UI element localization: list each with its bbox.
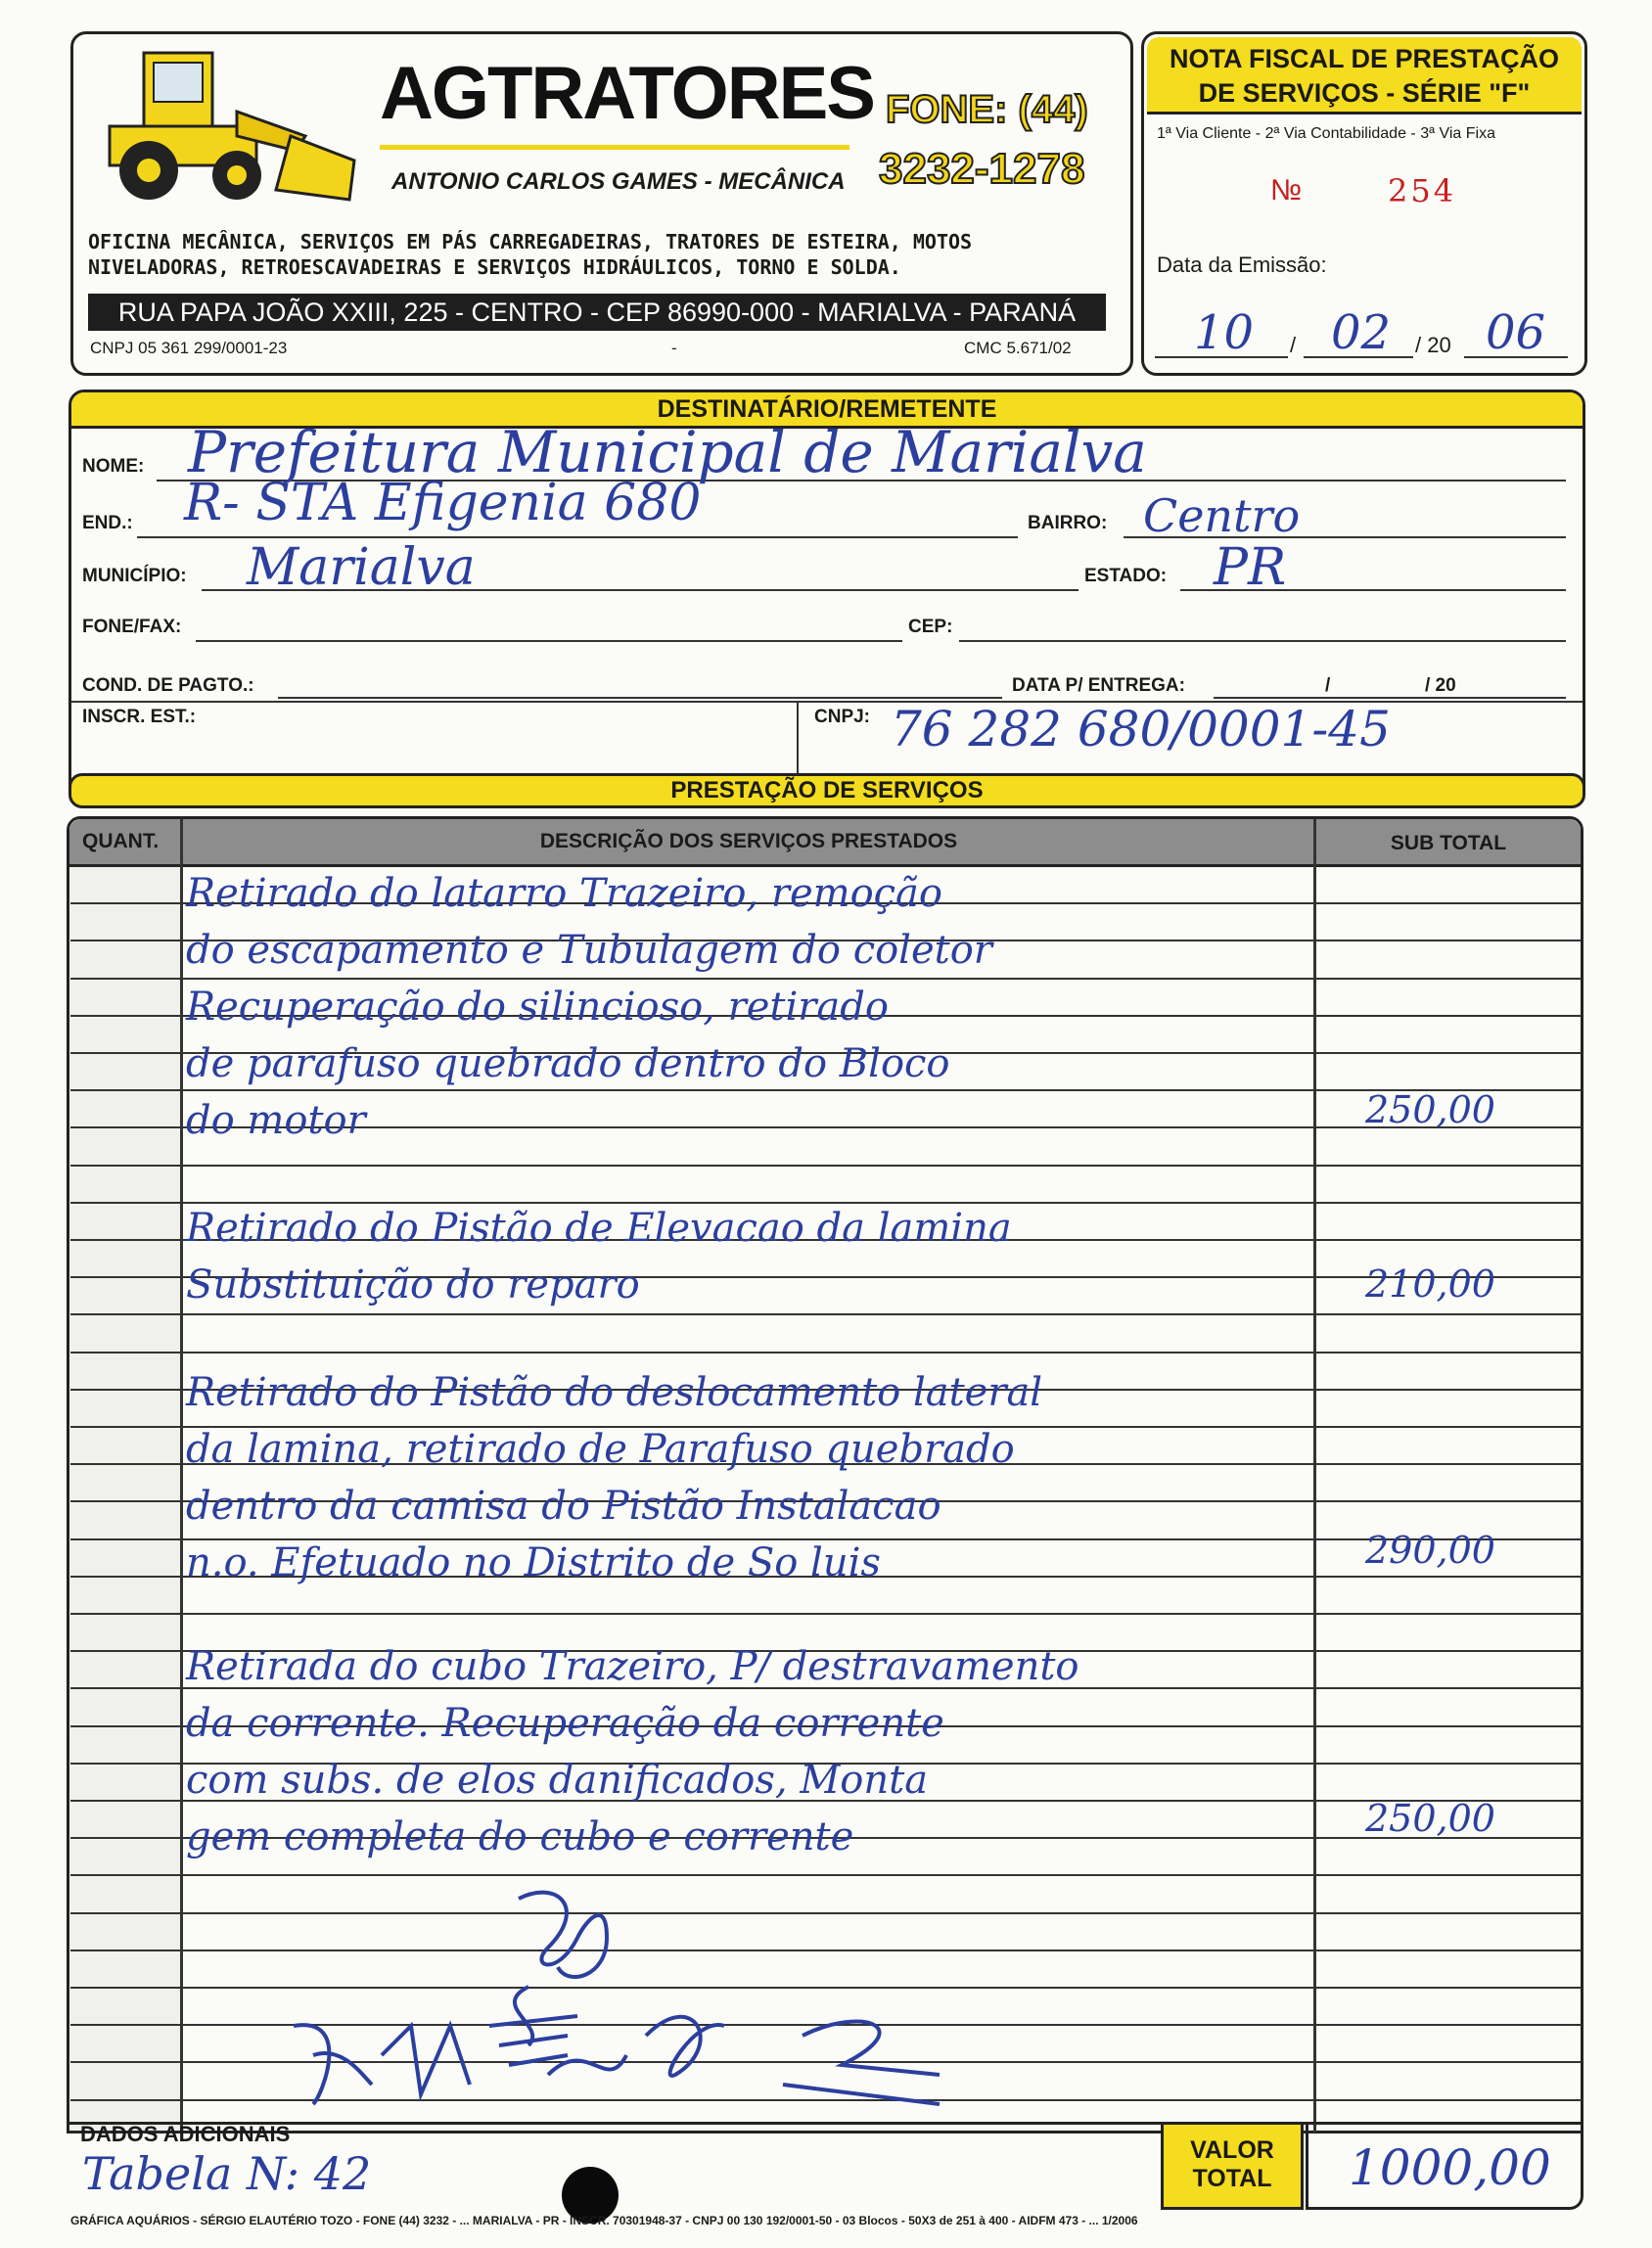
invoice-number-label: № [1270, 174, 1303, 206]
invoice-copies: 1ª Via Cliente - 2ª Via Contabilidade - 3ª Via Fixa [1157, 125, 1495, 142]
state-reg-label: INSCR. EST.: [82, 707, 197, 727]
delivery-slash: / [1325, 675, 1331, 696]
district-label: BAIRRO: [1028, 513, 1108, 533]
delivery-rule [1214, 697, 1566, 699]
invoice-title-banner [1147, 37, 1582, 115]
invoice-title-line2: DE SERVIÇOS - SÉRIE "F" [1198, 78, 1531, 108]
service-line: do escapamento e Tubulagem do coletor [186, 928, 992, 973]
service-line: n.o. Efetuado no Distrito de So luis [186, 1540, 881, 1585]
payment-rule [278, 697, 1002, 699]
name-label: NOME: [82, 456, 145, 477]
logo-underline [380, 145, 849, 150]
service-line: Substituição do reparo [186, 1262, 640, 1308]
invoice-number: 254 [1388, 172, 1457, 209]
service-item-2 [186, 1200, 1012, 1313]
service-line: com subs. de elos danificados, Monta [186, 1758, 929, 1803]
invoice-title-line1: NOTA FISCAL DE PRESTAÇÃO [1169, 44, 1559, 73]
issue-slash-1: / [1290, 333, 1297, 357]
service-subtotal-4: 250,00 [1365, 1797, 1495, 1840]
city-label: MUNICÍPIO: [82, 566, 187, 586]
phone-fax-rule [196, 640, 902, 642]
cnpj-label: CNPJ: [814, 707, 871, 727]
issue-year-suffix: 06 [1486, 305, 1546, 360]
service-subtotal-2: 210,00 [1365, 1262, 1495, 1306]
service-line: do motor [186, 1098, 366, 1143]
recipient-state: PR [1214, 538, 1287, 597]
service-item-4 [186, 1638, 1079, 1865]
recipient-name: Prefeitura Municipal de Marialva [188, 419, 1147, 485]
recipient-city: Marialva [247, 538, 476, 597]
phone-label: FONE: (44) [886, 88, 1088, 131]
service-line: da lamina, retirado de Parafuso quebrado [186, 1427, 1015, 1472]
signature [235, 1879, 1018, 2124]
services-title: PRESTAÇÃO DE SERVIÇOS [670, 777, 984, 803]
additional-label: DADOS ADICIONAIS [80, 2122, 291, 2146]
payment-label: COND. DE PAGTO.: [82, 675, 254, 696]
issue-date-label: Data da Emissão: [1157, 252, 1327, 277]
recipient-title: DESTINATÁRIO/REMETENTE [657, 395, 997, 423]
address-label: END.: [82, 513, 133, 533]
wheel-loader-logo [90, 43, 374, 209]
issue-day-rule [1155, 356, 1288, 358]
total-label-box [1161, 2122, 1304, 2210]
issue-year-rule [1464, 356, 1568, 358]
printer-line: GRÁFICA AQUÁRIOS - SÉRGIO ELAUTÉRIO TOZO - FONE (44) 3232 - ... MARIALVA - PR - INSCR. 70301948-37 - CNPJ 00 130 192/0001-50 - 03 Blocos - 50X3 de 251 à 400 - AIDFM 473 - ... 1/2006 [70, 2214, 1138, 2227]
table-rule [70, 1313, 1582, 1315]
service-line: da corrente. Recuperação da corrente [186, 1701, 944, 1746]
col-qty-header: QUANT. [82, 830, 160, 852]
cep-rule [959, 640, 1566, 642]
qty-column-shade [70, 865, 180, 2133]
table-rule [70, 1874, 1582, 1876]
cep-label: CEP: [908, 617, 953, 637]
header-separator: - [671, 339, 677, 357]
company-cmc: CMC 5.671/02 [964, 339, 1072, 357]
phone-number: 3232-1278 [879, 145, 1085, 193]
services-title-bar [69, 773, 1585, 808]
address-banner: RUA PAPA JOÃO XXIII, 225 - CENTRO - CEP 86990-000 - MARIALVA - PARANÁ [88, 294, 1106, 331]
service-item-1 [186, 865, 992, 1149]
company-cnpj: CNPJ 05 361 299/0001-23 [90, 339, 288, 357]
table-rule [70, 1613, 1582, 1615]
issue-month: 02 [1331, 305, 1392, 360]
service-item-3 [186, 1364, 1042, 1591]
service-line: Recuperação do silincioso, retirado [186, 985, 889, 1030]
service-line: Retirada do cubo Trazeiro, P/ destravamento [186, 1644, 1079, 1689]
col-desc-header: DESCRIÇÃO DOS SERVIÇOS PRESTADOS [539, 830, 958, 852]
total-label-1: VALOR [1190, 2136, 1274, 2164]
delivery-label: DATA P/ ENTREGA: [1012, 675, 1185, 696]
total-label-2: TOTAL [1192, 2165, 1272, 2192]
service-line: Retirado do latarro Trazeiro, remoção [186, 871, 942, 916]
state-label: ESTADO: [1084, 566, 1168, 586]
service-line: dentro da camisa do Pistão Instalacao [186, 1484, 941, 1529]
service-line: de parafuso quebrado dentro do Bloco [186, 1041, 950, 1086]
table-rule [70, 1352, 1582, 1353]
recipient-district: Centro [1143, 489, 1301, 542]
services-description: OFICINA MECÂNICA, SERVIÇOS EM PÁS CARREGADEIRAS, TRATORES DE ESTEIRA, MOTOS NIVELADORAS, RETROESCAVADEIRAS E SERVIÇOS HIDRÁULICOS, TORNO E SOLDA. [88, 230, 973, 279]
issue-day: 10 [1194, 305, 1255, 360]
company-logo-text: AGTRATORES [380, 52, 874, 135]
recipient-cnpj: 76 282 680/0001-45 [891, 701, 1391, 757]
additional-text: Tabela N: 42 [82, 2147, 372, 2200]
total-value: 1000,00 [1349, 2139, 1551, 2196]
phone-fax-label: FONE/FAX: [82, 617, 182, 637]
service-line: Retirado do Pistão de Elevacao da lamina [186, 1206, 1012, 1251]
delivery-year: / 20 [1425, 675, 1456, 696]
recipient-address: R- STA Efigenia 680 [184, 474, 702, 532]
table-rule [70, 1165, 1582, 1167]
issue-year-prefix: / 20 [1415, 333, 1451, 357]
service-line: Retirado do Pistão do deslocamento lateral [186, 1370, 1043, 1415]
issue-month-rule [1304, 356, 1413, 358]
owner-line: ANTONIO CARLOS GAMES - MECÂNICA [391, 168, 846, 195]
service-subtotal-3: 290,00 [1365, 1529, 1495, 1572]
service-line: gem completa do cubo e corrente [186, 1814, 854, 1859]
col-subtotal-header: SUB TOTAL [1390, 832, 1507, 854]
service-subtotal-1: 250,00 [1365, 1088, 1495, 1131]
